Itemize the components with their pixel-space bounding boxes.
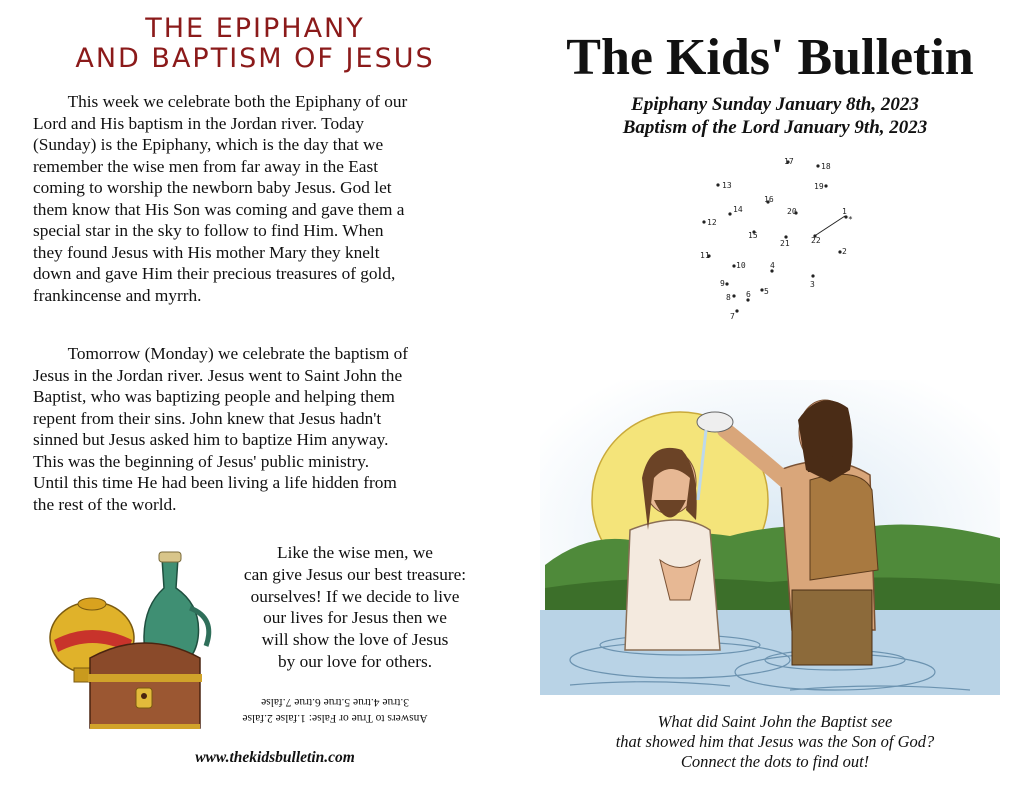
title-line-2: AND BAPTISM OF JESUS bbox=[75, 43, 435, 74]
dot-label-1: 1 bbox=[842, 207, 847, 216]
title-line-1: THE EPIPHANY bbox=[145, 13, 365, 44]
dot-label-2: 2 bbox=[842, 247, 847, 256]
dot-label-7: 7 bbox=[730, 312, 735, 320]
dot-label-21: 21 bbox=[780, 239, 790, 248]
dot-label-9: 9 bbox=[720, 279, 725, 288]
dot-label-20: 20 bbox=[787, 207, 797, 216]
dot-label-17: 17 bbox=[784, 157, 794, 166]
connect-the-dots-puzzle bbox=[690, 150, 870, 320]
dot-label-22: 22 bbox=[811, 236, 821, 245]
dot-label-5: 5 bbox=[764, 287, 769, 296]
baptism-date: Baptism of the Lord January 9th, 2023 bbox=[622, 117, 928, 138]
dot-label-8: 8 bbox=[726, 293, 731, 302]
dot-label-14: 14 bbox=[733, 205, 743, 214]
epiphany-paragraph: This week we celebrate both the Epiphany of our Lord and His baptism in the Jordan river. Today (Sunday) is the Epiphany, which is the day that we remember the wise men from far away in the East coming to worship the newborn baby Jesus. God let them know that His Son was coming and gave them a special star in the sky to follow to find Him. When they found Jesus with His mother Mary they knelt down and gave Him their precious treasures of gold, frankincense and myrrh. bbox=[33, 92, 408, 305]
puzzle-question: What did Saint John the Baptist see that showed him that Jesus was the Son of God? Connect the dots to find out! bbox=[615, 712, 935, 771]
closing-message: Like the wise men, we can give Jesus our best treasure: ourselves! If we decide to live our lives for Jesus then we will show the love of Jesus by our love for others. bbox=[243, 543, 467, 671]
dot-label-6: 6 bbox=[746, 290, 751, 299]
baptism-paragraph: Tomorrow (Monday) we celebrate the baptism of Jesus in the Jordan river. Jesus went to Saint John the Baptist, who was baptizing people and helping them repent from their sins. John knew that Jesus hadn't sinned but Jesus asked him to baptize Him anyway. This was the beginning of Jesus' public ministry. Until this time He had been living a life hidden from the rest of the world. bbox=[33, 344, 409, 514]
baptism-illustration bbox=[530, 360, 1010, 705]
dot-label-19: 19 bbox=[814, 182, 824, 191]
epiphany-date: Epiphany Sunday January 8th, 2023 bbox=[631, 94, 919, 115]
svg-text:*: * bbox=[848, 215, 853, 224]
bulletin-title: The Kids' Bulletin bbox=[566, 29, 974, 86]
answers-upside-down: Answers to True or False: 1.false 2.false 3.true 4.true 5.true 6.true 7.false bbox=[242, 696, 428, 724]
dot-label-10: 10 bbox=[736, 261, 746, 270]
dot-label-15: 15 bbox=[748, 231, 758, 240]
dot-label-11: 11 bbox=[700, 251, 710, 260]
dot-label-18: 18 bbox=[821, 162, 831, 171]
website-url[interactable]: www.thekidsbulletin.com bbox=[195, 749, 355, 766]
dot-label-3: 3 bbox=[810, 280, 815, 289]
dot-label-13: 13 bbox=[722, 181, 732, 190]
dot-label-4: 4 bbox=[770, 261, 775, 270]
dot-label-12: 12 bbox=[707, 218, 717, 227]
dot-label-16: 16 bbox=[764, 195, 774, 204]
left-page-title bbox=[40, 14, 470, 74]
